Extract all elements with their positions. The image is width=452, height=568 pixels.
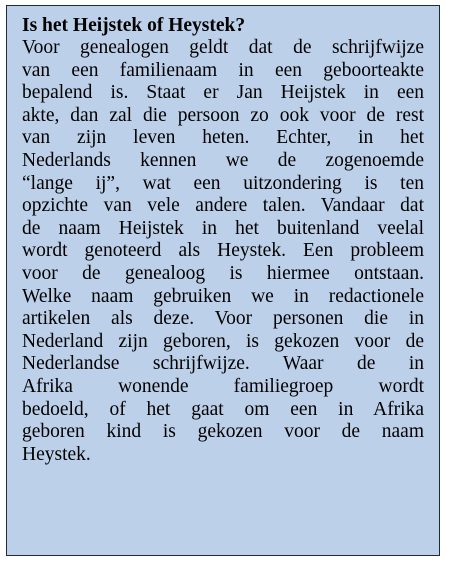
article-sidebar-box <box>6 5 440 556</box>
body-line: “lange ij”, wat een uitzondering is ten <box>22 172 424 194</box>
body-line: geboren kind is gekozen voor de naam <box>22 421 424 443</box>
body-line: bepalend is. Staat er Jan Heijstek in een <box>22 82 424 104</box>
body-line: van zijn leven heten. Echter, in het <box>22 127 424 149</box>
body-line: Nederland zijn geboren, is gekozen voor de <box>22 330 424 352</box>
body-line: Heystek. <box>22 443 91 465</box>
body-line: Welke naam gebruiken we in redactionele <box>22 285 424 307</box>
body-line: Nederlands kennen we de zogenoemde <box>22 149 424 171</box>
body-line: de naam Heijstek in het buitenland veelal <box>22 217 424 239</box>
body-line: artikelen als deze. Voor personen die in <box>22 308 424 330</box>
body-line: van een familienaam in een geboorteakte <box>22 59 424 81</box>
body-line: akte, dan zal die persoon zo ook voor de rest <box>22 104 424 126</box>
body-line: Nederlandse schrijfwijze. Waar de in <box>22 353 424 375</box>
box-title: Is het Heijstek of Heystek? <box>22 15 246 36</box>
body-line: bedoeld, of het gaat om een in Afrika <box>22 398 424 420</box>
body-line: voor de genealoog is hiermee ontstaan. <box>22 262 424 284</box>
body-line: Afrika wonende familiegroep wordt <box>22 375 424 397</box>
body-line: Voor genealogen geldt dat de schrijfwijze <box>22 37 424 58</box>
body-line: opzichte van vele andere talen. Vandaar dat <box>22 195 424 217</box>
box-body-text <box>22 37 424 466</box>
body-line: wordt genoteerd als Heystek. Een probleem <box>22 240 424 262</box>
